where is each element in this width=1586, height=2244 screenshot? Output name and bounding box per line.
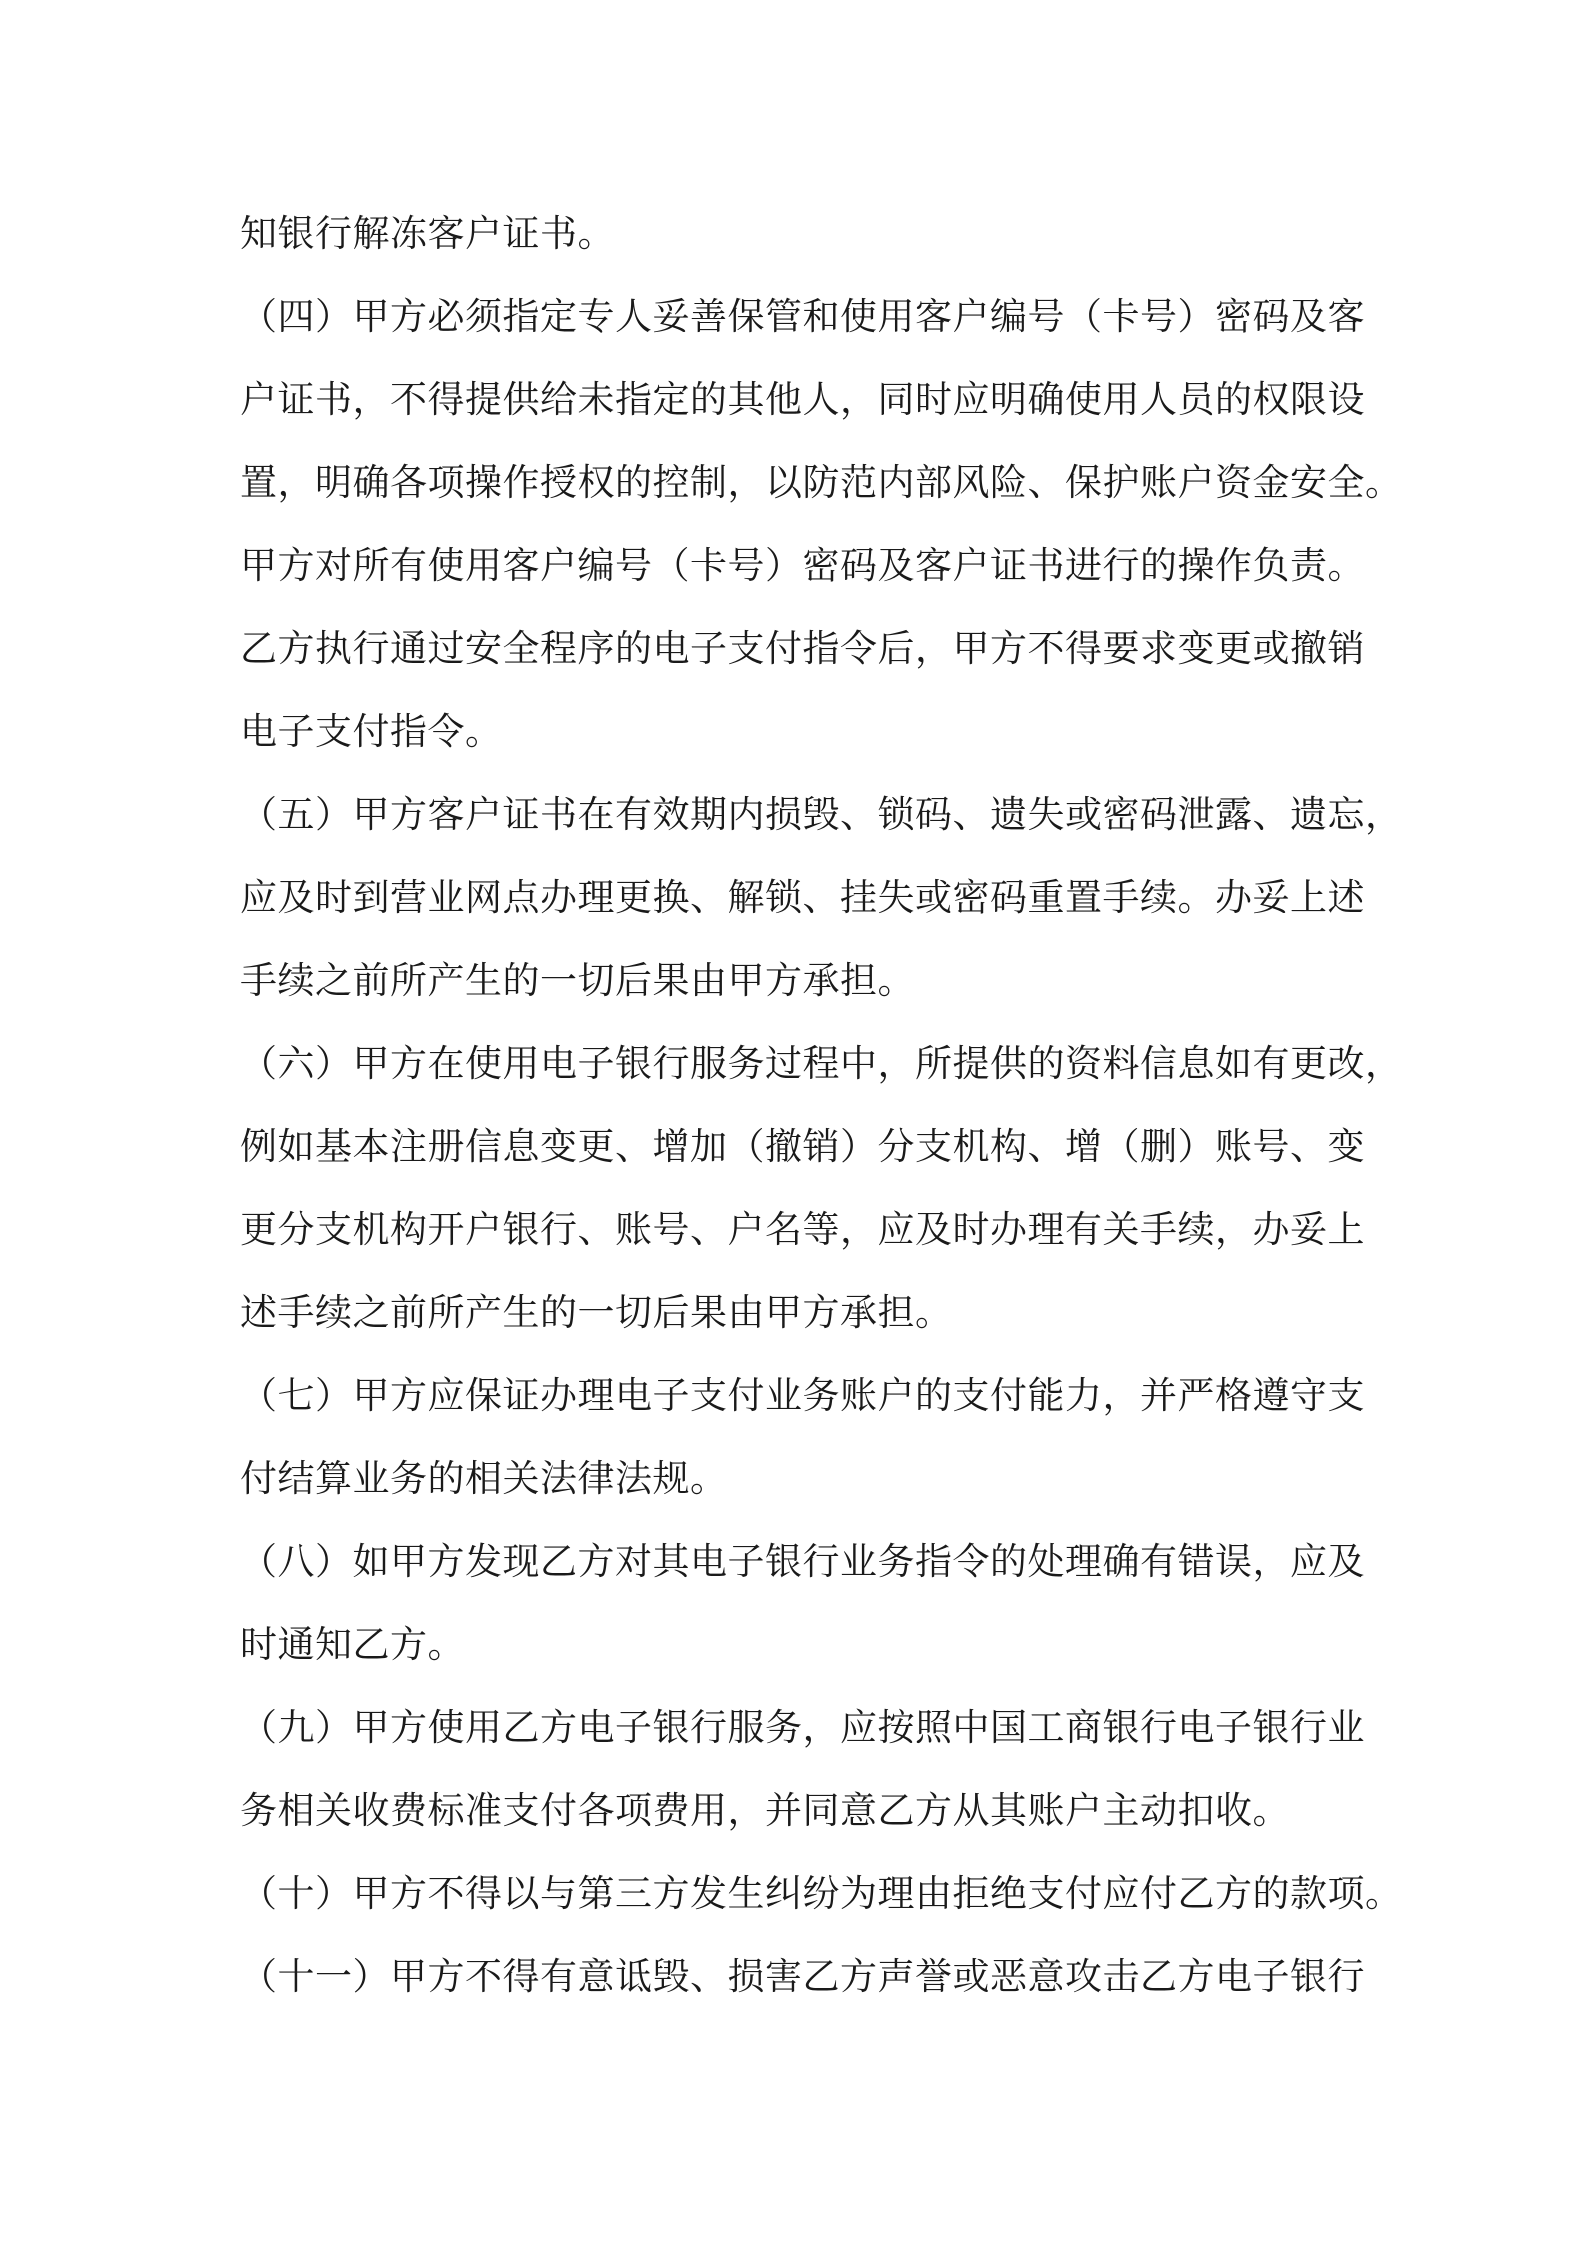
text-line: （七）甲方应保证办理电子支付业务账户的支付能力，并严格遵守支	[240, 1374, 1365, 1417]
text-line: （六）甲方在使用电子银行服务过程中，所提供的资料信息如有更改，	[240, 1042, 1403, 1085]
text-line: 甲方对所有使用客户编号（卡号）密码及客户证书进行的操作负责。	[240, 544, 1365, 587]
text-line: 知银行解冻客户证书。	[240, 212, 615, 255]
text-line: （九）甲方使用乙方电子银行服务，应按照中国工商银行电子银行业	[240, 1706, 1365, 1749]
text-line: 时通知乙方。	[240, 1623, 465, 1666]
text-line: （十一）甲方不得有意诋毁、损害乙方声誉或恶意攻击乙方电子银行	[240, 1955, 1365, 1998]
text-line: 电子支付指令。	[240, 710, 503, 753]
text-line: 述手续之前所产生的一切后果由甲方承担。	[240, 1291, 953, 1334]
text-line: 例如基本注册信息变更、增加（撤销）分支机构、增（删）账号、变	[240, 1125, 1365, 1168]
text-line: 付结算业务的相关法律法规。	[240, 1457, 728, 1500]
text-line: （八）如甲方发现乙方对其电子银行业务指令的处理确有错误，应及	[240, 1540, 1365, 1583]
text-line: 户证书，不得提供给未指定的其他人，同时应明确使用人员的权限设	[240, 378, 1365, 421]
text-line: （四）甲方必须指定专人妥善保管和使用客户编号（卡号）密码及客	[240, 295, 1365, 338]
text-line: 乙方执行通过安全程序的电子支付指令后，甲方不得要求变更或撤销	[240, 627, 1365, 670]
text-line: 应及时到营业网点办理更换、解锁、挂失或密码重置手续。办妥上述	[240, 876, 1365, 919]
text-line: （五）甲方客户证书在有效期内损毁、锁码、遗失或密码泄露、遗忘，	[240, 793, 1403, 836]
text-line: 务相关收费标准支付各项费用，并同意乙方从其账户主动扣收。	[240, 1789, 1290, 1832]
text-line: （十）甲方不得以与第三方发生纠纷为理由拒绝支付应付乙方的款项。	[240, 1872, 1403, 1915]
text-line: 更分支机构开户银行、账号、户名等，应及时办理有关手续，办妥上	[240, 1208, 1365, 1251]
text-line: 手续之前所产生的一切后果由甲方承担。	[240, 959, 915, 1002]
text-line: 置，明确各项操作授权的控制，以防范内部风险、保护账户资金安全。	[240, 461, 1403, 504]
